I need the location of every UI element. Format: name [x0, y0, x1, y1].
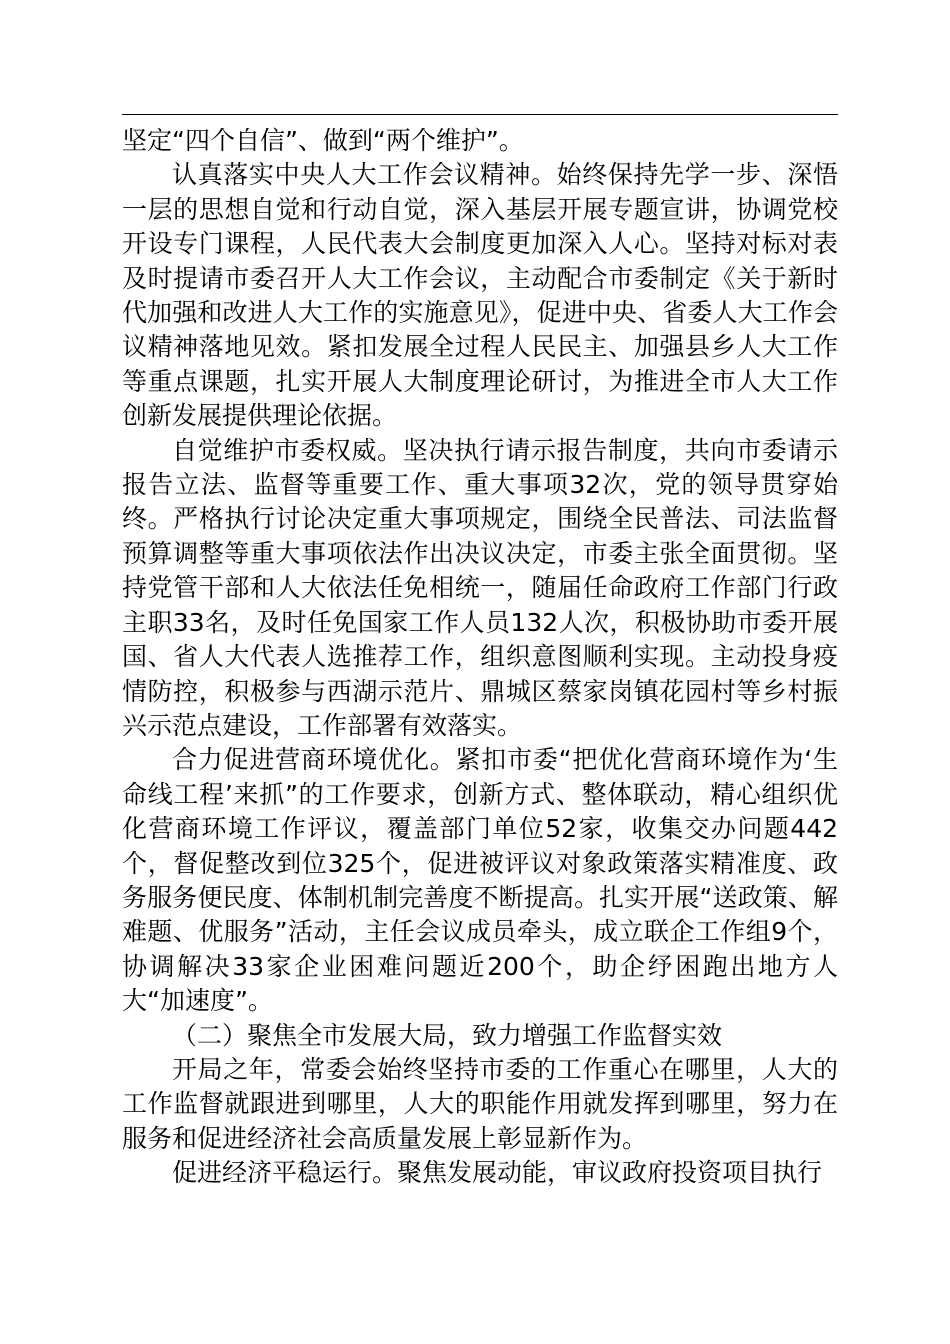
paragraph-npc-work-conference: 认真落实中央人大工作会议精神。始终保持先学一步、深悟一层的思想自觉和行动自觉，深入基层开展专题宣讲，协调党校开设专门课程，人民代表大会制度更加深入人心。坚持对标对表及时提请市委召开人大工作会议，主动配合市委制定《关于新时代加强和改进人大工作的实施意见》，促进中央、省委人大工作会议精神落地见效。紧扣发展全过程人民民主、加强县乡人大工作等重点课题，扎实开展人大制度理论研讨，为推进全市人大工作创新发展提供理论依据。: [122, 160, 838, 431]
section-heading: （二）聚焦全市发展大局，致力增强工作监督实效: [172, 1020, 723, 1050]
header-rule: [122, 114, 838, 115]
paragraph-section-intro: 开局之年，常委会始终坚持市委的工作重心在哪里，人大的工作监督就跟进到哪里，人大的职能作用就发挥到哪里，努力在服务和促进经济社会高质量发展上彰显新作为。: [122, 1054, 838, 1153]
paragraph-continuation: 坚定“四个自信”、做到“两个维护”。: [122, 126, 524, 155]
paragraph-party-authority: 自觉维护市委权威。坚决执行请示报告制度，共向市委请示报告立法、监督等重要工作、重大事项32次，党的领导贯穿始终。严格执行讨论决定重大事项规定，围绕全民普法、司法监督预算调整等重大事项依法作出决议决定，市委主张全面贯彻。坚持党管干部和人大依法任免相统一，随届任命政府工作部门行政主职33名，及时任免国家工作人员132人次，积极协助市委开展国、省人大代表人选推荐工作，组织意图顺利实现。主动投身疫情防控，积极参与西湖示范片、鼎城区蔡家岗镇花园村等乡村振兴示范点建设，工作部署有效落实。: [122, 435, 838, 740]
paragraph-economy: 促进经济平稳运行。聚焦发展动能，审议政府投资项目执行: [172, 1158, 823, 1188]
paragraph-business-environment: 合力促进营商环境优化。紧扣市委“把优化营商环境作为‘生命线工程’来抓”的工作要求，创新方式、整体联动，精心组织优化营商环境工作评议，覆盖部门单位52家，收集交办问题442个，督促整改到位325个，促进被评议对象政策落实精准度、政务服务便民度、体制机制完善度不断提高。扎实开展“送政策、解难题、优服务”活动，主任会议成员牵头，成立联企工作组9个，协调解决33家企业困难问题近200个，助企纾困跑出地方人大“加速度”。: [122, 745, 838, 1016]
document-body: [122, 124, 838, 1191]
